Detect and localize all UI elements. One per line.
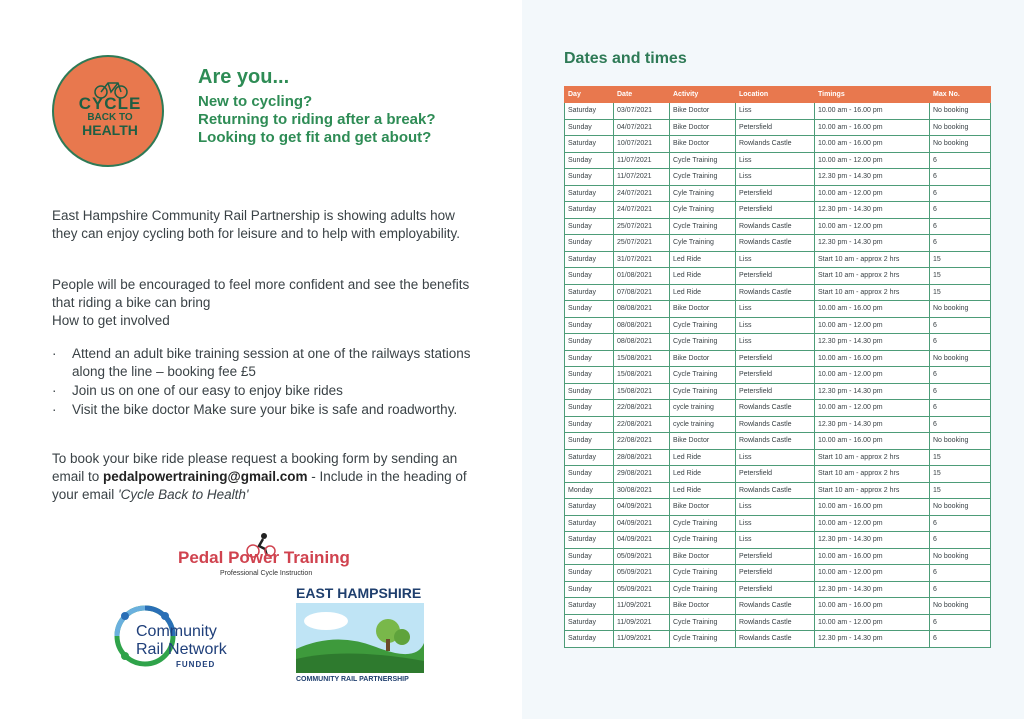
booking-paragraph [52, 450, 472, 504]
table-row [565, 482, 991, 499]
table-cell: 10.00 am - 12.00 pm [815, 152, 930, 169]
table-row [565, 631, 991, 648]
column-header: Max No. [930, 87, 991, 103]
table-row [565, 581, 991, 598]
logo-line-3: HEALTH [82, 122, 138, 138]
table-row [565, 152, 991, 169]
table-cell: Sunday [565, 367, 614, 384]
table-cell: 6 [930, 218, 991, 235]
east-hampshire-title: EAST HAMPSHIRE [296, 585, 422, 601]
table-row [565, 185, 991, 202]
table-cell: Sunday [565, 152, 614, 169]
table-cell: 22/08/2021 [614, 416, 670, 433]
table-cell: 12.30 pm - 14.30 pm [815, 416, 930, 433]
table-row [565, 565, 991, 582]
table-cell: Bike Doctor [670, 499, 736, 516]
table-cell: Bike Doctor [670, 103, 736, 120]
table-cell: Saturday [565, 598, 614, 615]
community-rail-network-logo [112, 603, 262, 683]
table-cell: Petersfield [736, 548, 815, 565]
table-cell: Rowlands Castle [736, 482, 815, 499]
table-row [565, 103, 991, 120]
crn-text: Rail Network [136, 641, 227, 658]
table-cell: 04/09/2021 [614, 515, 670, 532]
booking-subject: 'Cycle Back to Health' [118, 487, 249, 502]
table-cell: 11/07/2021 [614, 169, 670, 186]
table-cell: Petersfield [736, 119, 815, 136]
table-cell: 15/08/2021 [614, 383, 670, 400]
table-cell: Sunday [565, 235, 614, 252]
table-cell: Petersfield [736, 268, 815, 285]
table-cell: Cycle Training [670, 631, 736, 648]
table-cell: No booking [930, 119, 991, 136]
table-cell: Petersfield [736, 466, 815, 483]
table-cell: 6 [930, 169, 991, 186]
benefits-paragraph: People will be encouraged to feel more confident and see the benefits that riding a bike can bring [52, 277, 470, 310]
table-cell: 6 [930, 317, 991, 334]
table-cell: 6 [930, 631, 991, 648]
table-cell: 11/07/2021 [614, 152, 670, 169]
table-cell: Sunday [565, 119, 614, 136]
table-cell: Petersfield [736, 350, 815, 367]
table-row [565, 499, 991, 516]
table-cell: 31/07/2021 [614, 251, 670, 268]
table-cell: Bike Doctor [670, 301, 736, 318]
table-row [565, 169, 991, 186]
table-cell: 07/08/2021 [614, 284, 670, 301]
table-cell: Petersfield [736, 565, 815, 582]
table-cell: Sunday [565, 400, 614, 417]
table-cell: Rowlands Castle [736, 284, 815, 301]
intro-paragraph: East Hampshire Community Rail Partnership is showing adults how they can enjoy cycling both for leisure and to help with employability. [52, 208, 460, 241]
table-row [565, 251, 991, 268]
involvement-list [52, 345, 482, 420]
table-cell: Rowlands Castle [736, 218, 815, 235]
table-cell: 12.30 pm - 14.30 pm [815, 169, 930, 186]
table-cell: 10.00 am - 16.00 pm [815, 598, 930, 615]
table-row [565, 515, 991, 532]
table-cell: 12.30 pm - 14.30 pm [815, 202, 930, 219]
table-cell: Saturday [565, 499, 614, 516]
table-cell: 6 [930, 581, 991, 598]
table-cell: 6 [930, 334, 991, 351]
table-cell: Rowlands Castle [736, 416, 815, 433]
table-cell: 15 [930, 284, 991, 301]
table-cell: Rowlands Castle [736, 235, 815, 252]
table-row [565, 334, 991, 351]
table-cell: 12.30 pm - 14.30 pm [815, 334, 930, 351]
intro-question: New to cycling? [198, 93, 313, 110]
table-row [565, 284, 991, 301]
table-cell: 6 [930, 416, 991, 433]
table-cell: cycle training [670, 400, 736, 417]
table-cell: Saturday [565, 103, 614, 120]
table-cell: Sunday [565, 169, 614, 186]
intro-question: Looking to get fit and get about? [198, 129, 432, 146]
table-row [565, 449, 991, 466]
table-cell: No booking [930, 433, 991, 450]
table-cell: Sunday [565, 350, 614, 367]
table-cell: Bike Doctor [670, 598, 736, 615]
table-row [565, 614, 991, 631]
table-cell: Cycle Training [670, 367, 736, 384]
column-header: Date [614, 87, 670, 103]
table-cell: No booking [930, 350, 991, 367]
table-cell: Led Ride [670, 466, 736, 483]
table-cell: Petersfield [736, 367, 815, 384]
table-cell: 10.00 am - 12.00 pm [815, 185, 930, 202]
table-cell: No booking [930, 548, 991, 565]
table-cell: Cycle Training [670, 383, 736, 400]
table-cell: 10.00 am - 16.00 pm [815, 301, 930, 318]
table-cell: Liss [736, 532, 815, 549]
table-cell: Sunday [565, 416, 614, 433]
logo-line-2: BACK TO [87, 112, 133, 123]
list-item: · Attend an adult bike training session at one of the railways stations along the line – booking fee £5 [52, 345, 482, 381]
table-row [565, 598, 991, 615]
table-cell: Rowlands Castle [736, 400, 815, 417]
table-cell: Cycle Training [670, 515, 736, 532]
table-cell: Sunday [565, 317, 614, 334]
table-cell: 15 [930, 251, 991, 268]
table-cell: 12.30 pm - 14.30 pm [815, 383, 930, 400]
table-cell: Cycle Training [670, 581, 736, 598]
table-cell: Saturday [565, 202, 614, 219]
table-cell: 28/08/2021 [614, 449, 670, 466]
table-cell: 10.00 am - 12.00 pm [815, 614, 930, 631]
table-cell: Saturday [565, 614, 614, 631]
table-cell: Led Ride [670, 268, 736, 285]
table-cell: 04/09/2021 [614, 532, 670, 549]
table-cell: 24/07/2021 [614, 185, 670, 202]
column-header: Timings [815, 87, 930, 103]
schedule-table [564, 86, 991, 648]
table-cell: 25/07/2021 [614, 235, 670, 252]
table-cell: Cycle Training [670, 334, 736, 351]
table-cell: Rowlands Castle [736, 631, 815, 648]
table-row [565, 268, 991, 285]
table-cell: 04/07/2021 [614, 119, 670, 136]
table-cell: Saturday [565, 284, 614, 301]
table-row [565, 202, 991, 219]
pedal-power-title: Pedal Power Training [178, 548, 350, 567]
table-cell: 25/07/2021 [614, 218, 670, 235]
table-cell: 22/08/2021 [614, 400, 670, 417]
table-cell: Cyle Training [670, 235, 736, 252]
table-cell: No booking [930, 598, 991, 615]
table-cell: Liss [736, 334, 815, 351]
table-cell: 08/08/2021 [614, 301, 670, 318]
intro-question: Returning to riding after a break? [198, 111, 436, 128]
table-cell: Liss [736, 301, 815, 318]
table-cell: 05/09/2021 [614, 565, 670, 582]
crn-text: Community [136, 623, 217, 640]
table-cell: 6 [930, 152, 991, 169]
table-cell: 29/08/2021 [614, 466, 670, 483]
table-cell: 10.00 am - 16.00 pm [815, 499, 930, 516]
table-cell: 08/08/2021 [614, 317, 670, 334]
table-cell: Start 10 am - approx 2 hrs [815, 482, 930, 499]
table-cell: Start 10 am - approx 2 hrs [815, 251, 930, 268]
table-cell: Liss [736, 515, 815, 532]
table-cell: 10.00 am - 16.00 pm [815, 433, 930, 450]
table-cell: Sunday [565, 466, 614, 483]
table-cell: No booking [930, 103, 991, 120]
table-cell: Cycle Training [670, 565, 736, 582]
booking-email-link[interactable]: pedalpowertraining@gmail.com [103, 469, 308, 484]
table-cell: Bike Doctor [670, 350, 736, 367]
table-cell: Sunday [565, 565, 614, 582]
cycle-back-to-health-logo [52, 55, 164, 167]
table-row [565, 383, 991, 400]
table-cell: No booking [930, 136, 991, 153]
table-cell: Saturday [565, 185, 614, 202]
table-cell: Sunday [565, 548, 614, 565]
table-cell: Rowlands Castle [736, 598, 815, 615]
table-cell: Cycle Training [670, 152, 736, 169]
table-cell: Liss [736, 251, 815, 268]
list-item: · Join us on one of our easy to enjoy bike rides [52, 382, 482, 400]
table-cell: 12.30 pm - 14.30 pm [815, 235, 930, 252]
table-cell: Bike Doctor [670, 433, 736, 450]
table-cell: Sunday [565, 433, 614, 450]
table-row [565, 433, 991, 450]
table-cell: Led Ride [670, 251, 736, 268]
table-cell: Led Ride [670, 284, 736, 301]
landscape-illustration [296, 603, 424, 673]
table-cell: 10.00 am - 12.00 pm [815, 565, 930, 582]
table-cell: No booking [930, 301, 991, 318]
table-cell: Rowlands Castle [736, 433, 815, 450]
table-cell: Saturday [565, 251, 614, 268]
table-cell: 10.00 am - 16.00 pm [815, 350, 930, 367]
table-cell: 6 [930, 235, 991, 252]
table-cell: 6 [930, 185, 991, 202]
table-cell: 6 [930, 614, 991, 631]
table-cell: Start 10 am - approx 2 hrs [815, 268, 930, 285]
table-cell: Sunday [565, 334, 614, 351]
table-cell: Rowlands Castle [736, 136, 815, 153]
table-cell: 15 [930, 449, 991, 466]
table-cell: 15 [930, 268, 991, 285]
table-cell: Led Ride [670, 449, 736, 466]
table-cell: Bike Doctor [670, 119, 736, 136]
table-row [565, 548, 991, 565]
booking-text: - Include in the heading of your email [52, 469, 467, 502]
table-cell: Liss [736, 103, 815, 120]
table-cell: Sunday [565, 301, 614, 318]
table-cell: Petersfield [736, 202, 815, 219]
table-cell: 10.00 am - 12.00 pm [815, 400, 930, 417]
table-cell: Liss [736, 169, 815, 186]
table-row [565, 317, 991, 334]
table-cell: 10.00 am - 12.00 pm [815, 367, 930, 384]
table-cell: 6 [930, 400, 991, 417]
table-cell: 6 [930, 367, 991, 384]
table-row [565, 466, 991, 483]
table-cell: Cycle Training [670, 218, 736, 235]
table-cell: 08/08/2021 [614, 334, 670, 351]
table-cell: Cyle Training [670, 185, 736, 202]
table-cell: Saturday [565, 631, 614, 648]
table-cell: Liss [736, 449, 815, 466]
table-cell: Sunday [565, 268, 614, 285]
table-cell: 12.30 pm - 14.30 pm [815, 631, 930, 648]
table-cell: Bike Doctor [670, 136, 736, 153]
pedal-power-subtitle: Professional Cycle Instruction [220, 570, 313, 577]
table-row [565, 400, 991, 417]
table-cell: Led Ride [670, 482, 736, 499]
table-cell: Rowlands Castle [736, 614, 815, 631]
table-cell: 10/07/2021 [614, 136, 670, 153]
table-header-row [565, 87, 991, 103]
table-cell: 12.30 pm - 14.30 pm [815, 581, 930, 598]
table-row [565, 301, 991, 318]
table-cell: Liss [736, 152, 815, 169]
table-cell: 10.00 am - 16.00 pm [815, 548, 930, 565]
booking-text: To book your bike ride please request a booking form by sending an email to [52, 451, 458, 484]
table-cell: 04/09/2021 [614, 499, 670, 516]
table-cell: 11/09/2021 [614, 614, 670, 631]
table-cell: Cyle Training [670, 202, 736, 219]
east-hampshire-subtitle: COMMUNITY RAIL PARTNERSHIP [296, 676, 409, 683]
column-header: Day [565, 87, 614, 103]
table-cell: 15/08/2021 [614, 367, 670, 384]
table-cell: 22/08/2021 [614, 433, 670, 450]
table-cell: Petersfield [736, 383, 815, 400]
table-cell: Saturday [565, 532, 614, 549]
table-cell: 10.00 am - 16.00 pm [815, 136, 930, 153]
table-cell: 05/09/2021 [614, 581, 670, 598]
table-cell: 15 [930, 466, 991, 483]
table-cell: Start 10 am - approx 2 hrs [815, 466, 930, 483]
table-cell: 6 [930, 565, 991, 582]
table-cell: 15/08/2021 [614, 350, 670, 367]
table-cell: 15 [930, 482, 991, 499]
table-cell: 03/07/2021 [614, 103, 670, 120]
table-cell: cycle training [670, 416, 736, 433]
table-row [565, 119, 991, 136]
table-cell: Sunday [565, 581, 614, 598]
table-cell: Petersfield [736, 185, 815, 202]
table-cell: 10.00 am - 16.00 pm [815, 103, 930, 120]
table-cell: Liss [736, 499, 815, 516]
table-cell: No booking [930, 499, 991, 516]
table-cell: 01/08/2021 [614, 268, 670, 285]
table-cell: Cycle Training [670, 614, 736, 631]
table-cell: 6 [930, 383, 991, 400]
table-cell: Bike Doctor [670, 548, 736, 565]
table-cell: 6 [930, 515, 991, 532]
table-cell: 12.30 pm - 14.30 pm [815, 532, 930, 549]
column-header: Activity [670, 87, 736, 103]
table-cell: Start 10 am - approx 2 hrs [815, 449, 930, 466]
table-cell: Sunday [565, 383, 614, 400]
how-to-get-involved: How to get involved [52, 313, 170, 328]
table-row [565, 136, 991, 153]
table-cell: Cycle Training [670, 532, 736, 549]
crn-funded: FUNDED [176, 660, 216, 669]
logo-line-1: CYCLE [78, 94, 142, 113]
table-row [565, 416, 991, 433]
table-cell: 6 [930, 532, 991, 549]
table-cell: Saturday [565, 449, 614, 466]
schedule-title: Dates and times [564, 50, 687, 67]
intro-heading: Are you... [198, 66, 290, 88]
table-row [565, 532, 991, 549]
table-cell: Petersfield [736, 581, 815, 598]
table-cell: Cycle Training [670, 169, 736, 186]
table-cell: Saturday [565, 515, 614, 532]
table-cell: 10.00 am - 12.00 pm [815, 218, 930, 235]
table-cell: Monday [565, 482, 614, 499]
table-cell: 10.00 am - 12.00 pm [815, 317, 930, 334]
table-cell: 11/09/2021 [614, 631, 670, 648]
table-cell: Saturday [565, 136, 614, 153]
table-cell: Start 10 am - approx 2 hrs [815, 284, 930, 301]
table-cell: Sunday [565, 218, 614, 235]
table-cell: 30/08/2021 [614, 482, 670, 499]
table-row [565, 235, 991, 252]
pedal-power-training-logo [178, 532, 358, 582]
table-row [565, 218, 991, 235]
table-cell: 11/09/2021 [614, 598, 670, 615]
table-cell: 24/07/2021 [614, 202, 670, 219]
table-cell: Cycle Training [670, 317, 736, 334]
table-cell: 10.00 am - 16.00 pm [815, 119, 930, 136]
list-item: · Visit the bike doctor Make sure your bike is safe and roadworthy. [52, 401, 482, 419]
table-row [565, 367, 991, 384]
table-cell: 6 [930, 202, 991, 219]
table-row [565, 350, 991, 367]
table-cell: 05/09/2021 [614, 548, 670, 565]
table-cell: Liss [736, 317, 815, 334]
column-header: Location [736, 87, 815, 103]
table-cell: 10.00 am - 12.00 pm [815, 515, 930, 532]
